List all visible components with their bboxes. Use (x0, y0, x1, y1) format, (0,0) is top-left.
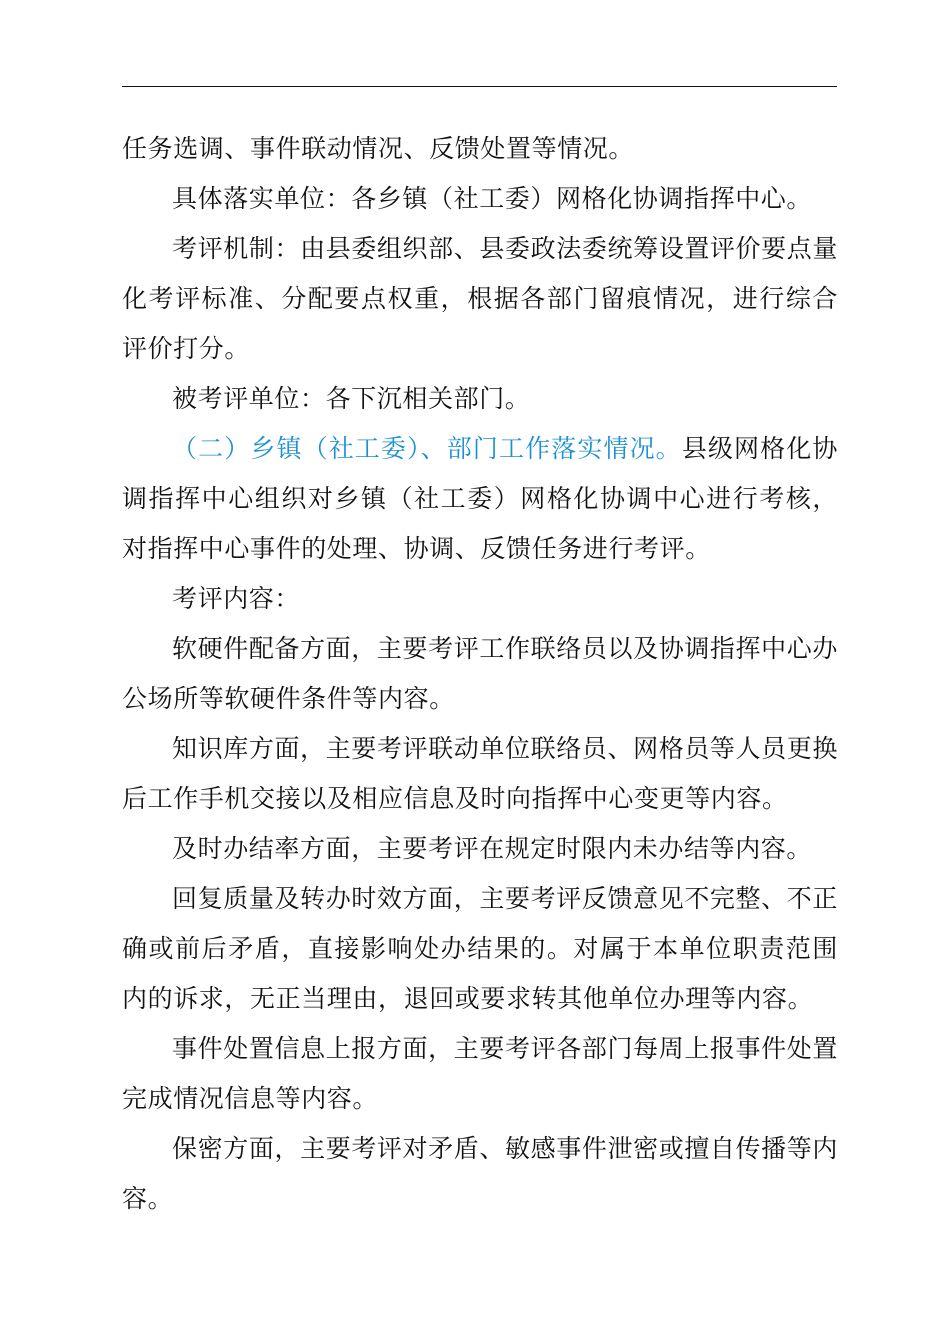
paragraph-continuation: 任务选调、事件联动情况、反馈处置等情况。 (122, 134, 635, 163)
paragraph-hardware-software: 软硬件配备方面，主要考评工作联络员以及协调指挥中心办公场所等软硬件条件等内容。 (122, 634, 838, 713)
section-two-text: 县级网格化协调指挥中心组织对乡镇（社工委）网格化协调中心进行考核，对指挥中心事件的处理、协调、反馈任务进行考评。 (122, 434, 838, 563)
header-rule (122, 86, 837, 87)
document-body (122, 124, 838, 1224)
paragraph-evaluation-content: 考评内容： (172, 584, 301, 613)
paragraph-evaluation-mechanism: 考评机制：由县委组织部、县委政法委统筹设置评价要点量化考评标准、分配要点权重，根据各部门留痕情况，进行综合评价打分。 (122, 234, 838, 363)
paragraph-reply-quality: 回复质量及转办时效方面，主要考评反馈意见不完整、不正确或前后矛盾，直接影响处办结果的。对属于本单位职责范围内的诉求，无正当理由，退回或要求转其他单位办理等内容。 (122, 884, 838, 1013)
paragraph-knowledge-base: 知识库方面，主要考评联动单位联络员、网格员等人员更换后工作手机交接以及相应信息及时向指挥中心变更等内容。 (122, 734, 838, 813)
section-heading: （二）乡镇（社工委）、部门工作落实情况。 (172, 434, 682, 463)
paragraph-info-reporting: 事件处置信息上报方面，主要考评各部门每周上报事件处置完成情况信息等内容。 (122, 1034, 838, 1113)
paragraph-confidentiality: 保密方面，主要考评对矛盾、敏感事件泄密或擅自传播等内容。 (122, 1134, 838, 1213)
paragraph-implementing-unit: 具体落实单位：各乡镇（社工委）网格化协调指挥中心。 (172, 184, 813, 213)
paragraph-section-two (122, 424, 838, 574)
paragraph-timely-completion: 及时办结率方面，主要考评在规定时限内未办结等内容。 (172, 834, 813, 863)
paragraph-evaluated-unit: 被考评单位：各下沉相关部门。 (172, 384, 531, 413)
